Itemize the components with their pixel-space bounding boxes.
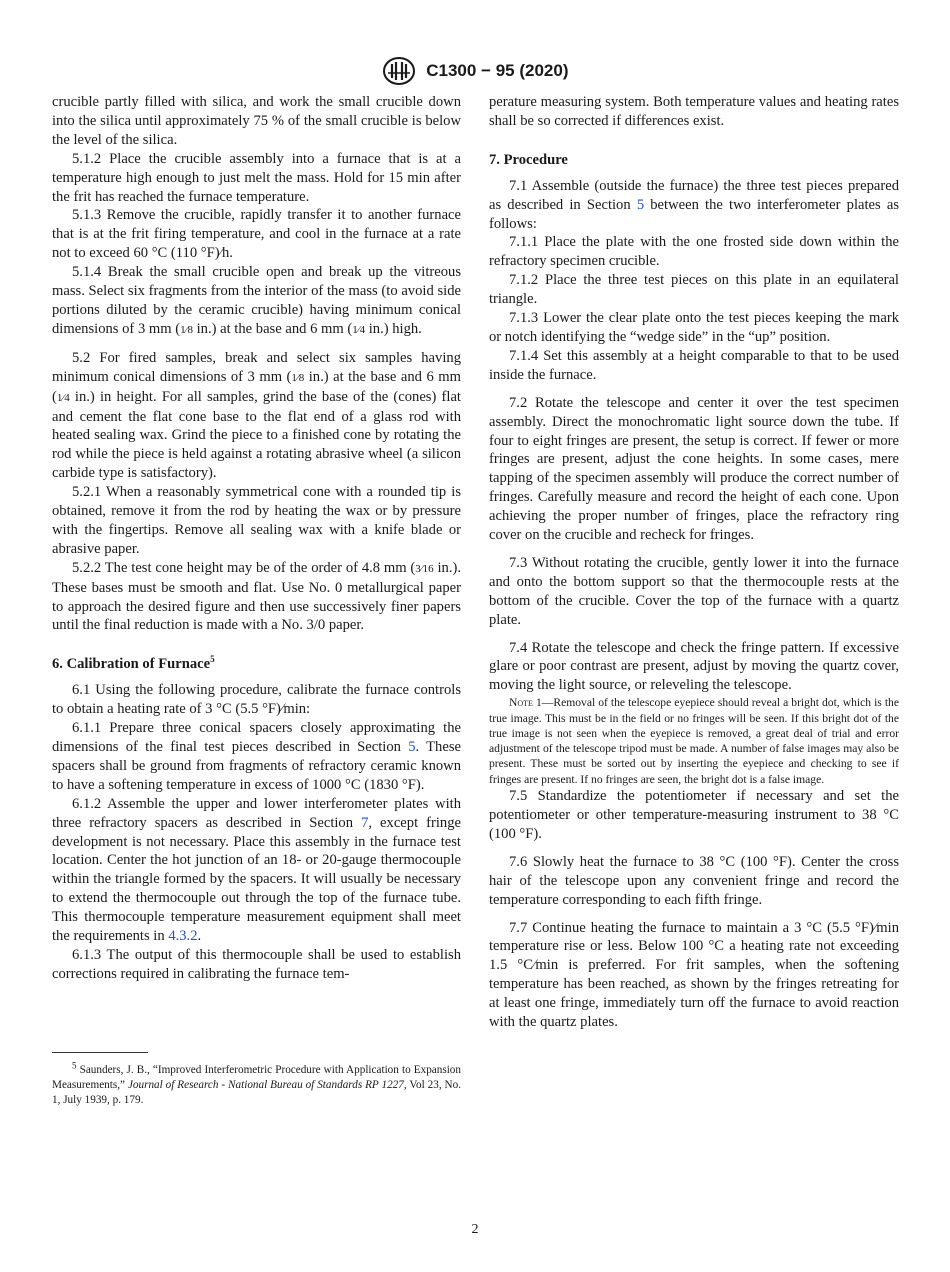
paragraph-continued: crucible partly filled with silica, and work the small crucible down into the silica until approximately 75 % of the small crucible is below the level of the silica. (52, 94, 461, 148)
text-span: 5.2.2 The test cone height may be of the order of 4.8 mm ( (72, 559, 416, 576)
text-span: . These spacers shall be ground from fragments of refractory ceramic known to have a softening temperature in excess of 1000 °C (1830 °F). (52, 739, 461, 793)
footnote-marker: 5 (72, 1060, 77, 1071)
note-1 (489, 695, 899, 787)
text-span: Saunders, J. B., “Improved Interferometric Procedure with Application to Expansion Measurements,” (52, 1064, 461, 1091)
text-span: between the two interferometer plates as follows: (489, 196, 900, 232)
paragraph-7-7: 7.7 Continue heating the furnace to maintain a 3 °C (5.5 °F)⁄min temperature rise or less. Below 100 °C a heating rate not exceeding 1.5 °C⁄min is preferred. For frit samples, when the softening temperature has been reached, as shown by the fringes retreating for at least one fringe, immediately turn off the furnace to avoid reaction with the quartz plates. (489, 919, 899, 1031)
text-span: in.). These bases must be smooth and flat. Use No. 0 metallurgical paper to approach the desired figure and then use successively finer papers until the final reduction is made with a No. 3/0 paper. (52, 559, 461, 634)
paragraph-5-2-1: 5.2.1 When a reasonably symmetrical cone with a rounded tip is obtained, remove it from the rod by heating the wax or by pressure with the fingertips. Remove all sealing wax with a knife blade or abrasive paper. (52, 484, 461, 557)
paragraph-7-1-1: 7.1.1 Place the plate with the one frosted side down within the refractory specimen crucible. (489, 234, 899, 270)
text-span: Vol 23, No. 1, July 1939, p. 179. (52, 1079, 462, 1106)
paragraph-5-1-2: 5.1.2 Place the crucible assembly into a furnace that is at a temperature high enough to just melt the mass. Hold for 15 min after the frit has reached the furnace temperature. (52, 150, 461, 205)
text-span: 5.2 For fired samples, break and select six samples having minimum conical dimensions of 3 mm ( (52, 349, 461, 385)
journal-title: Journal of Research - National Bureau of Standards RP 1227, (127, 1079, 407, 1091)
paragraph-6-1-1 (52, 719, 461, 795)
paragraph-5-2 (52, 349, 461, 483)
paragraph-7-1 (489, 177, 899, 234)
fraction: 1⁄8 (291, 371, 305, 384)
heading-text: 6. Calibration of Furnace (52, 656, 211, 673)
paragraph-7-1-4: 7.1.4 Set this assembly at a height comparable to that to be used inside the furnace. (489, 347, 899, 383)
section-link-5[interactable]: 5 (408, 739, 416, 755)
page-number: 2 (471, 1222, 479, 1237)
paragraph-5-1-4 (52, 263, 461, 340)
paragraph-7-6: 7.6 Slowly heat the furnace to 38 °C (100 °F). Center the cross hair of the telescope upon any convenient fringe and record the temperature corresponding to each fifth fringe. (489, 853, 899, 908)
text-span: 6.1.2 Assemble the upper and lower interferometer plates with three refractory spacers as described in Section (52, 795, 461, 831)
fraction: 3⁄16 (415, 562, 434, 575)
text-span: in.) at the base and 6 mm ( (52, 368, 461, 405)
astm-logo-icon (382, 56, 416, 86)
document-designation: C1300 − 95 (2020) (426, 61, 569, 80)
text-span: in.) in height. For all samples, grind the base of the (cones) flat and cement the flat cone base to the flat end of a glass rod with heated sealing wax. Grind the piece to a finished cone by rotating the rod while the piece is held against a rotating abrasive wheel (a silicon carbide type is satisfactory). (52, 388, 461, 482)
paragraph-7-5: 7.5 Standardize the potentiometer if necessary and set the potentiometer or other temperature-measuring instrument to 38 °C (100 °F). (489, 788, 899, 842)
paragraph-6-1: 6.1 Using the following procedure, calibrate the furnace controls to obtain a heating rate of 3 °C (5.5 °F)⁄min: (52, 682, 461, 718)
paragraph-continued: perature measuring system. Both temperature values and heating rates shall be so corrected if differences exist. (489, 94, 899, 129)
section-link-7[interactable]: 7 (361, 814, 369, 831)
paragraph-5-1-3: 5.1.3 Remove the crucible, rapidly transfer it to another furnace that is at the frit firing temperature, and cool in the furnace at a rate not to exceed 60 °C (110 °F)⁄h. (52, 207, 461, 262)
right-column (489, 93, 899, 1032)
text-span: , except fringe development is not necessary. Place this assembly in the furnace test location. Center the hot junction of an 18- or 20-gauge thermocouple within the triangle formed by the spacers. It will usually be necessary to extend the thermocouple out through the top of the furnace tube. This thermocouple temperature measurement equipment shall meet the requirements in (52, 814, 461, 945)
paragraph-5-2-2 (52, 559, 461, 636)
paragraph-7-1-3: 7.1.3 Lower the clear plate onto the test pieces keeping the mark or notch identifying the “wedge side” in the “up” position. (489, 310, 899, 345)
paragraph-7-1-2: 7.1.2 Place the three test pieces on this plate in an equilateral triangle. (489, 272, 899, 308)
fraction: 1⁄8 (180, 323, 193, 336)
page-header (0, 56, 950, 86)
section-heading-7: 7. Procedure (489, 151, 568, 168)
footnote-5 (52, 1060, 462, 1108)
section-heading-6 (52, 655, 461, 674)
footnote-divider (52, 1052, 148, 1053)
text-span: . (197, 928, 202, 945)
section-link-5[interactable]: 5 (636, 196, 645, 213)
text-span: 5.1.4 Break the small crucible open and break up the vitreous mass. Select six fragments from the interior of the mass (to avoid side portions diluted by the ceramic crucible) having minimum conical dimensions of 3 mm ( (52, 264, 461, 337)
note-label: Note 1 (509, 696, 542, 710)
text-span: 7.1 Assemble (outside the furnace) the three test pieces prepared as described in Section (489, 177, 899, 213)
section-link-4-3-2[interactable]: 4.3.2 (168, 928, 198, 945)
text-span: 6.1.1 Prepare three conical spacers closely approximating the dimensions of the final test pieces described in Section (52, 720, 461, 755)
text-span: in.) high. (365, 320, 422, 337)
fraction: 1⁄4 (56, 391, 70, 404)
fraction: 1⁄4 (352, 323, 366, 336)
paragraph-7-4: 7.4 Rotate the telescope and check the fringe pattern. If excessive glare or poor contrast are present, adjust by moving the quartz cover, moving the light source, or releveling the telescope. (489, 639, 899, 694)
note-text: —Removal of the telescope eyepiece should reveal a bright dot, which is the true image. This must be in the field or no fringes will be seen. If this bright dot of the true image is not seen when the eyepiece is removed, a great deal of trial and error adjustment of the telescope tripod must be made. A number of false images may also be present. These must be sorted out by inserting the eyepiece and checking to see if fringes are present. If no fringes are seen, the bright dot is a false image. (489, 696, 899, 786)
paragraph-7-2: 7.2 Rotate the telescope and center it over the test specimen assembly. Direct the monochromatic light source down the tube. If four to eight fringes are present, the setup is correct. If fewer or more fringes are present, adjust the cone heights. In some cases, mere tapping of the specimen assembly will produce the correct number of fringes. Carefully measure and record the height of each cone. Upon achieving the proper number of fringes, place the refractory ring cover on the crucible and recheck for fringes. (489, 394, 899, 544)
text-span: in.) at the base and 6 mm ( (192, 320, 353, 337)
paragraph-6-1-2 (52, 795, 461, 946)
paragraph-6-1-3: 6.1.3 The output of this thermocouple shall be used to establish corrections required in calibrating the furnace tem- (52, 946, 461, 982)
footnote-ref[interactable]: 5 (210, 654, 215, 665)
paragraph-7-3: 7.3 Without rotating the crucible, gently lower it into the furnace and onto the bottom support so that the thermocouple rests at the bottom of the crucible. Cover the top of the furnace with a quartz plate. (489, 554, 899, 628)
left-column (52, 93, 461, 984)
